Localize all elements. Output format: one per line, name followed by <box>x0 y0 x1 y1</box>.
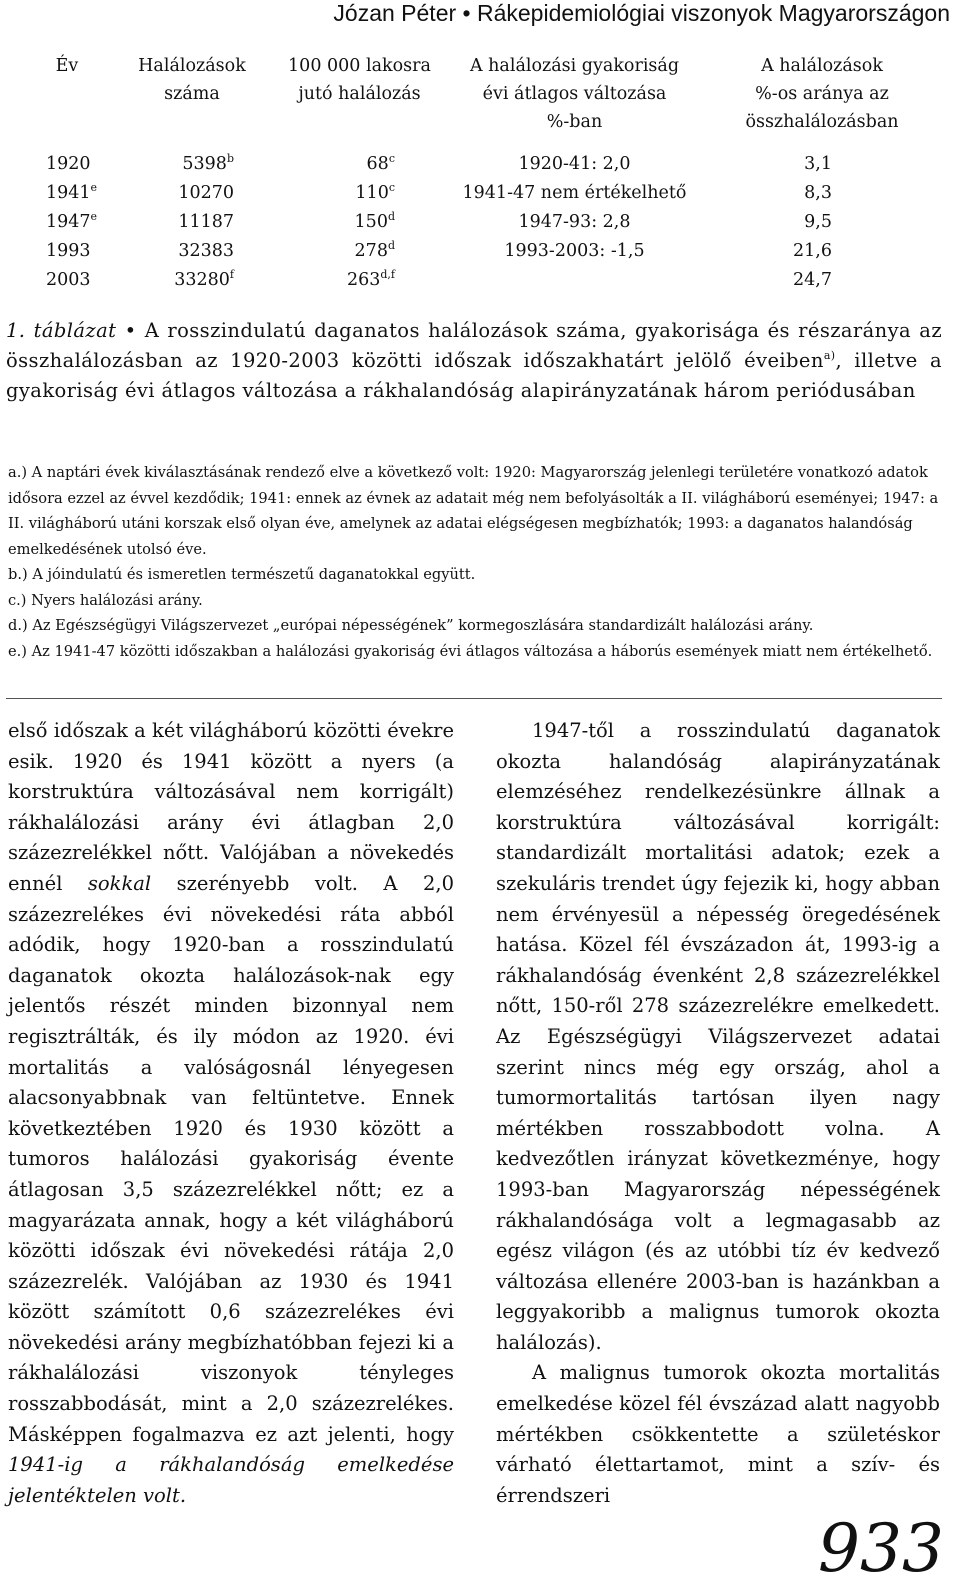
cell-deaths <box>112 208 272 237</box>
mortality-table <box>22 52 942 295</box>
cell-share <box>702 266 942 295</box>
note-a: a.) A naptári évek kiválasztásának rendező elve a következő volt: 1920: Magyarország jelenlegi területére vonatkozó adatok idősora ezzel az évvel kezdődik; 1941: ennek az évnek az adatait még nem befolyásolták a II. világháború eseményei; 1947: a II. világháború utáni korszak első olyan éve, amelynek az adatai elégségesen megbízhatók; 1993: a daganatos halandóság emelkedésének utolsó éve. <box>8 464 939 558</box>
cell-deaths-value: 10270 <box>178 183 234 203</box>
cell-rate <box>272 266 447 295</box>
cell-rate-value: 110 <box>355 183 389 203</box>
cell-rate-footnote-ref: c <box>388 181 395 194</box>
note-e: e.) Az 1941-47 közötti időszakban a halálozási gyakoriság évi átlagos változása a háborús események miatt nem értékelhető. <box>8 642 933 660</box>
body-column-right <box>496 716 940 1511</box>
cell-deaths-value: 33280 <box>174 270 230 290</box>
table-header-row <box>22 52 942 150</box>
cell-change-value: 1993-2003: -1,5 <box>504 241 645 261</box>
cell-year-value: 1920 <box>46 154 91 174</box>
page-number: 933 <box>818 1510 944 1587</box>
cell-deaths-value: 5398 <box>182 154 227 174</box>
cell-share-value: 3,1 <box>804 154 832 174</box>
cell-year-footnote-ref: e <box>90 210 98 223</box>
cell-year <box>22 208 112 237</box>
table-caption <box>6 316 942 406</box>
cell-rate-value: 150 <box>354 212 388 232</box>
cell-change-value: 1941-47 nem értékelhető <box>462 183 687 203</box>
header-deaths: Halálozások száma <box>138 56 246 104</box>
note-d: d.) Az Egészségügyi Világszervezet „európai népességének” kormegoszlására standardizált halálozási arány. <box>8 617 814 634</box>
header-share: A halálozások %-os aránya az összhalálozásban <box>745 56 899 132</box>
header-change: A halálozási gyakoriság évi átlagos változása %-ban <box>469 56 680 132</box>
cell-deaths <box>112 179 272 208</box>
cell-share <box>702 208 942 237</box>
cell-year-value: 1941 <box>46 183 91 203</box>
cell-share-value: 24,7 <box>793 270 832 290</box>
left-text-b: szerényebb volt. A 2,0 százezrelékes évi növekedési ráta abból adódik, hogy 1920-ban a rosszindulatú daganatok okozta halálozások-nak egy jelentős részét minden bizonnyal nem regisztrálták, és ily módon az 1920. évi mortalitás a valóságosnál lényegesen alacsonyabbnak van feltüntetve. Ennek következtében 1920 és 1930 között a tumoros halálozási gyakoriság évente átlagosan 3,5 százezrelékkel nőtt; ez a magyarázata annak, hogy a két világháború közötti időszak évi növekedési rátája 2,0 százezrelék. Valójában az 1930 és 1941 között számított 0,6 százezrelékes évi növekedési arány megbízhatóbban fejezi ki a rákhalálozási viszonyok tényleges rosszabbodását, mint a 2,0 százezrelékes. Másképpen fogalmazva ez azt jelenti, hogy <box>8 871 454 1446</box>
running-head: Józan Péter • Rákepidemiológiai viszonyok Magyarországon <box>333 0 950 26</box>
header-year: Év <box>55 56 79 76</box>
cell-change <box>447 150 702 179</box>
note-c: c.) Nyers halálozási arány. <box>8 591 203 609</box>
cell-share <box>702 150 942 179</box>
cell-share-value: 8,3 <box>804 183 832 203</box>
cell-rate <box>272 237 447 266</box>
cell-share-value: 9,5 <box>804 212 832 232</box>
cell-deaths-footnote-ref: b <box>226 152 234 165</box>
table-notes <box>8 460 942 664</box>
cell-change <box>447 237 702 266</box>
body-column-left <box>8 716 454 1511</box>
caption-bullet: • <box>116 319 145 342</box>
cell-change-value: 1947-93: 2,8 <box>518 212 631 232</box>
table-row <box>22 179 942 208</box>
section-divider <box>6 698 942 699</box>
cell-year <box>22 179 112 208</box>
table-row <box>22 266 942 295</box>
left-text-a: első időszak a két világháború közötti évekre esik. 1920 és 1941 között a nyers (a korstruktúra változásával nem korrigált) rákhalálozási arány évi átlagban 2,0 százezrelékkel nőtt. Valójában a növekedés ennél <box>8 719 454 895</box>
right-paragraph-1: 1947-től a rosszindulatú daganatok okozta halandóság alapirányzatának elemzéséhez rendelkezésünkre állnak a korstruktúra változásával korrigált: standardizált mortalitási adatok; ezek a szekuláris trendet úgy fejezik ki, hogy abban nem érvényesül a népesség öregedésének hatása. Közel fél évszázadon át, 1993-ig a rákhalandóság évenként 2,8 százezrelékkel nőtt, 150-ről 278 százezrelékre emelkedett. Az Egészségügyi Világszervezet adatai szerint nincs még egy ország, ahol a tumormortalitás tartósan ilyen nagy mértékben rosszabbodott volna. A kedvezőtlen irányzat következménye, hogy 1993-ban Magyarország népességének rákhalandósága volt a legmagasabb az egész világon (és az utóbbi tíz év kedvező változása ellenére 2003-ban is hazánkban a leggyakoribb a malignus tumorok okozta halálozás). <box>496 719 940 1354</box>
cell-rate-footnote-ref: d <box>387 210 395 223</box>
cell-year <box>22 237 112 266</box>
cell-change <box>447 208 702 237</box>
cell-year-value: 2003 <box>46 270 91 290</box>
cell-change <box>447 179 702 208</box>
caption-footnote-ref: a) <box>823 349 836 362</box>
cell-deaths-value: 11187 <box>178 212 234 232</box>
cell-rate <box>272 208 447 237</box>
cell-rate <box>272 179 447 208</box>
cell-year <box>22 150 112 179</box>
cell-deaths <box>112 150 272 179</box>
caption-text: A rosszindulatú daganatos halálozások száma, gyakorisága és részaránya az összhalálozásban az 1920-2003 közötti időszak időszakhatárt jelölő éveiben <box>6 319 942 372</box>
cell-rate-value: 68 <box>366 154 389 174</box>
cell-rate-footnote-ref: d <box>387 239 395 252</box>
left-emphasis-a: sokkal <box>87 871 152 895</box>
left-paragraph <box>8 716 454 1511</box>
caption-label: 1. táblázat <box>6 319 117 342</box>
cell-rate-footnote-ref: c <box>388 152 395 165</box>
header-rate: 100 000 lakosra jutó halálozás <box>288 56 431 104</box>
table-row <box>22 150 942 179</box>
right-paragraph-2: A malignus tumorok okozta mortalitás emelkedése közel fél évszázad alatt nagyobb mértékben csökkentette a születéskor várható élettartamot, mint a szív- és érrendszeri <box>496 1361 940 1507</box>
cell-year <box>22 266 112 295</box>
cell-deaths <box>112 266 272 295</box>
table-row <box>22 237 942 266</box>
table-row <box>22 208 942 237</box>
cell-deaths-footnote-ref: f <box>229 268 234 281</box>
cell-share <box>702 237 942 266</box>
caption-text-continued: , illetve a gyakoriság évi átlagos változása a rákhalandóság alapirányzatának három periódusában <box>6 349 942 402</box>
cell-share-value: 21,6 <box>793 241 832 261</box>
cell-rate-value: 263 <box>346 270 381 290</box>
cell-rate-value: 278 <box>354 241 388 261</box>
cell-share <box>702 179 942 208</box>
note-b: b.) A jóindulatú és ismeretlen természetű daganatokkal együtt. <box>8 566 476 583</box>
left-emphasis-b: 1941-ig a rákhalandóság emelkedése jelentéktelen volt. <box>8 1453 454 1507</box>
cell-change <box>447 266 702 295</box>
cell-rate <box>272 150 447 179</box>
cell-change-value: 1920-41: 2,0 <box>518 154 631 174</box>
cell-rate-footnote-ref: d,f <box>380 268 395 281</box>
cell-year-value: 1947 <box>46 212 91 232</box>
cell-deaths <box>112 237 272 266</box>
cell-year-footnote-ref: e <box>90 181 98 194</box>
cell-deaths-value: 32383 <box>178 241 234 261</box>
cell-year-value: 1993 <box>46 241 91 261</box>
